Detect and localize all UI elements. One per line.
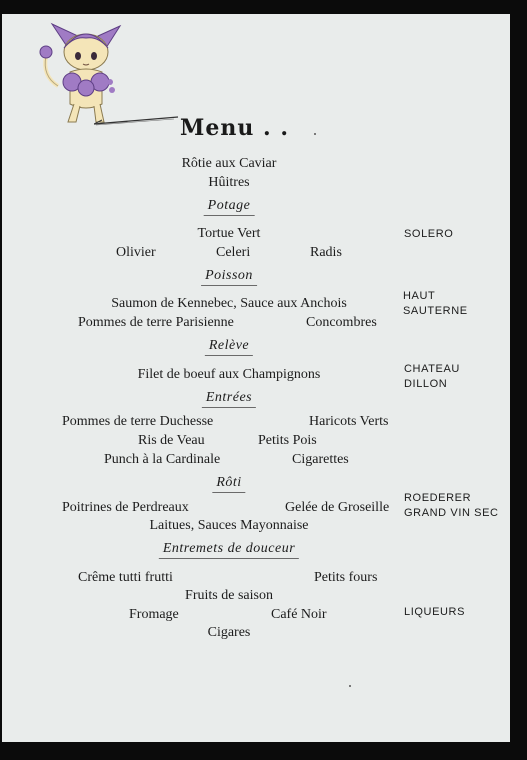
menu-item: Poitrines de Perdreaux bbox=[62, 500, 189, 515]
menu-item: Crême tutti frutti bbox=[78, 570, 173, 585]
menu-item: Petits fours bbox=[314, 570, 378, 585]
menu-page bbox=[2, 14, 510, 742]
menu-item: Ris de Veau bbox=[138, 433, 205, 448]
menu-item: Hûitres bbox=[208, 175, 250, 190]
menu-item: Tortue Vert bbox=[197, 226, 261, 241]
menu-item: Café Noir bbox=[271, 607, 327, 622]
menu-item: Saumon de Kennebec, Sauce aux Anchois bbox=[111, 296, 347, 311]
menu-item: Punch à la Cardinale bbox=[104, 452, 221, 467]
pen-flourish bbox=[94, 114, 182, 128]
section-heading-releve: Relève bbox=[205, 338, 253, 356]
paper-speck bbox=[349, 685, 351, 687]
section-heading-roti: Rôti bbox=[212, 475, 245, 493]
menu-item: Celeri bbox=[216, 245, 251, 260]
wine-label: CHATEAU bbox=[404, 363, 460, 375]
menu-item: Pommes de terre Parisienne bbox=[78, 315, 234, 330]
paper-speck bbox=[314, 133, 316, 135]
menu-item: Fruits de saison bbox=[185, 588, 273, 603]
menu-item: Cigarettes bbox=[292, 452, 349, 467]
menu-item: Gelée de Groseille bbox=[285, 500, 390, 515]
menu-item: Pommes de terre Duchesse bbox=[62, 414, 214, 429]
wine-label: SOLERO bbox=[404, 228, 454, 240]
wine-label: DILLON bbox=[404, 378, 448, 390]
wine-label: ROEDERER bbox=[404, 492, 472, 504]
menu-item: Filet de boeuf aux Champignons bbox=[137, 367, 321, 382]
menu-item: Radis bbox=[310, 245, 342, 260]
wine-label: SAUTERNE bbox=[403, 305, 468, 317]
wine-label: LIQUEURS bbox=[404, 606, 466, 618]
wine-label: GRAND VIN SEC bbox=[404, 507, 499, 519]
menu-title: Menu . . bbox=[180, 115, 289, 141]
section-heading-entrees: Entrées bbox=[202, 390, 256, 408]
menu-item: Cigares bbox=[207, 625, 251, 640]
menu-item: Haricots Verts bbox=[309, 414, 389, 429]
menu-item: Fromage bbox=[129, 607, 179, 622]
menu-item: Olivier bbox=[116, 245, 156, 260]
section-heading-potage: Potage bbox=[204, 198, 255, 216]
wine-label: HAUT bbox=[403, 290, 436, 302]
menu-item: Concombres bbox=[306, 315, 377, 330]
section-heading-entremets: Entremets de douceur bbox=[159, 541, 299, 559]
section-heading-poisson: Poisson bbox=[201, 268, 257, 286]
menu-item: Rôtie aux Caviar bbox=[181, 156, 277, 171]
mascot-illustration bbox=[38, 16, 128, 126]
menu-item: Petits Pois bbox=[258, 433, 317, 448]
menu-item: Laitues, Sauces Mayonnaise bbox=[149, 518, 309, 533]
